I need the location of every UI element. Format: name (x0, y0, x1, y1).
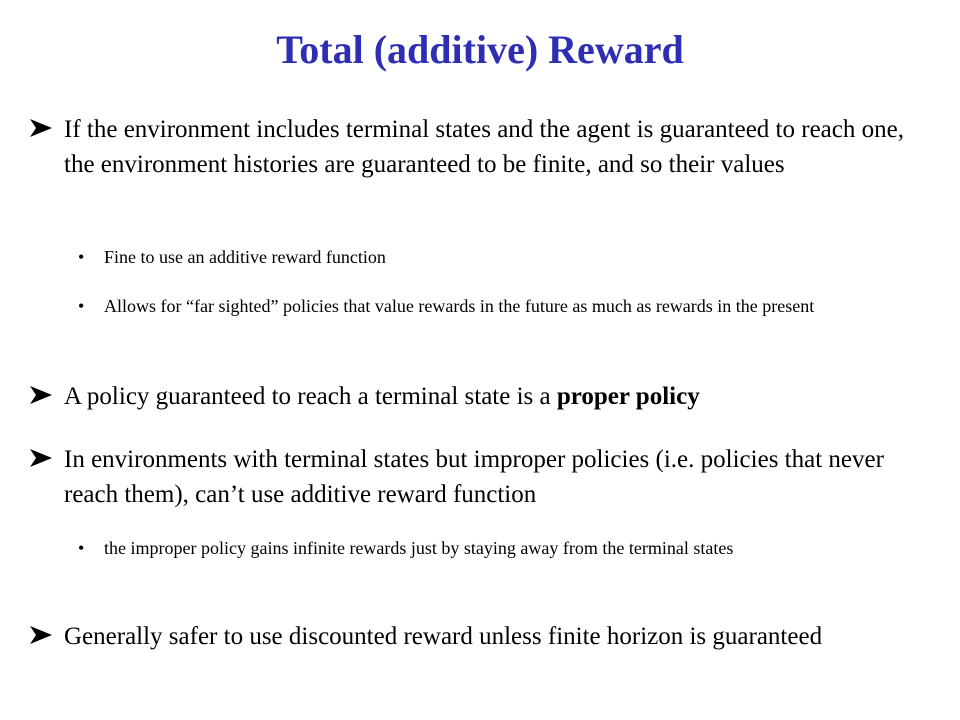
bullet-item-2 (28, 379, 918, 414)
slide-title: Total (additive) Reward (276, 27, 684, 72)
bullet-item-1 (28, 112, 918, 182)
bullet-dot-icon: • (78, 538, 85, 558)
bullet-item-4 (28, 619, 918, 654)
bullet-item-3 (28, 442, 918, 512)
sub-bullet-item-3-1 (78, 536, 898, 561)
arrowhead-bullet-icon (28, 117, 54, 139)
arrowhead-bullet-icon (28, 447, 54, 469)
bullet-dot-icon: • (78, 247, 85, 267)
sub-bullet-text: Allows for “far sighted” policies that value rewards in the future as much as rewards in the present (104, 296, 815, 316)
bullet-text: In environments with terminal states but improper policies (i.e. policies that never reach them), can’t use additive reward function (64, 446, 884, 508)
bullet-text-bold: proper policy (556, 383, 700, 410)
bullet-text: Generally safer to use discounted reward unless finite horizon is guaranteed (64, 623, 823, 650)
bullet-dot-icon: • (78, 296, 85, 316)
sub-bullet-item-1-1 (78, 245, 898, 270)
sub-bullet-text: the improper policy gains infinite rewards just by staying away from the terminal states (104, 538, 734, 558)
sub-bullet-text: Fine to use an additive reward function (104, 247, 386, 267)
bullet-text (64, 379, 918, 414)
arrowhead-bullet-icon (28, 384, 54, 406)
sub-bullet-item-1-2 (78, 294, 898, 319)
arrowhead-bullet-icon (28, 624, 54, 646)
bullet-text-plain: A policy guaranteed to reach a terminal state is a (64, 383, 557, 410)
bullet-text: If the environment includes terminal states and the agent is guaranteed to reach one, the environment histories are guaranteed to be finite, and so their values (64, 116, 904, 178)
